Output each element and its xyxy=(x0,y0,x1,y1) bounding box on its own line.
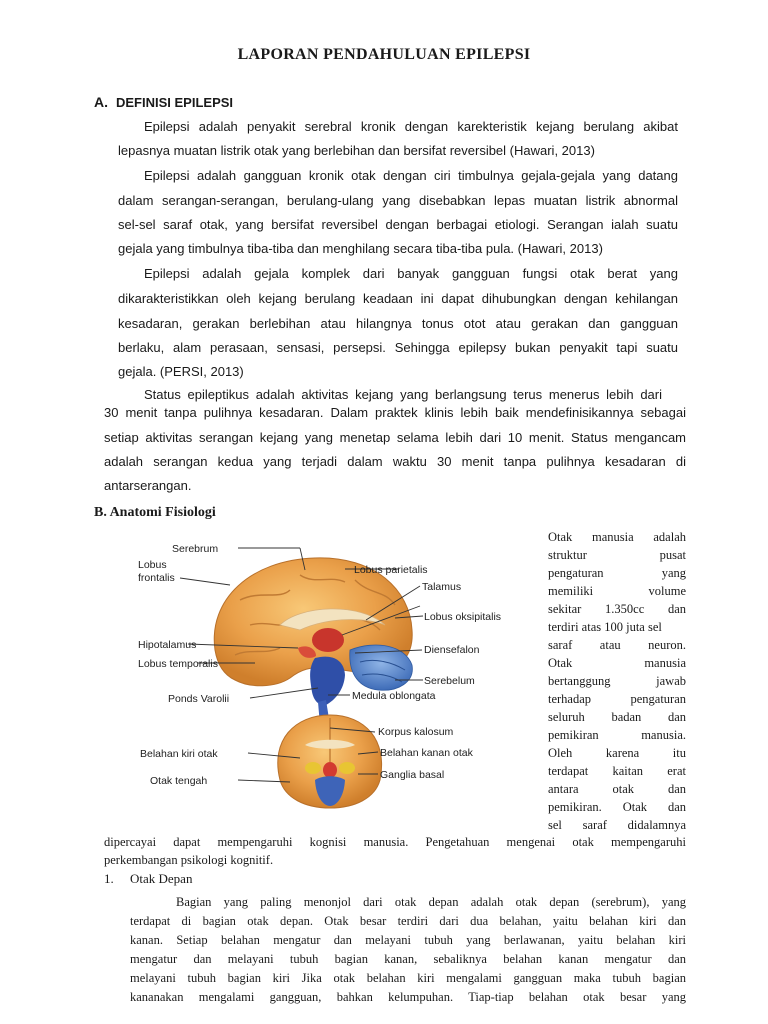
side-text-line: pemikiran manusia. xyxy=(548,728,686,742)
side-text-line: Oleh karena itu xyxy=(548,746,686,760)
otak-depan-line: mengatur dan melayani tubuh bagian kanan, sebaliknya belahan kanan mengatur dan xyxy=(130,952,686,966)
side-text-line: bertanggung jawab xyxy=(548,674,686,688)
paragraph-line: lepasnya muatan listrik otak yang berlebihan dan bersifat reversibel (Hawari, 2013) xyxy=(118,143,595,158)
paragraph-line: 30 menit tanpa pulihnya kesadaran. Dalam praktek klinis lebih baik mendefinisikannya sebagai xyxy=(104,405,686,420)
paragraph-line: gejala yang timbulnya tiba-tiba dan menghilang secara tiba-tiba pula. (Hawari, 2013) xyxy=(118,241,603,256)
label-korpus-kalosum: Korpus kalosum xyxy=(378,726,454,738)
otak-depan-line: kananakan mengalami gangguan, bahkan kelumpuhan. Tiap-tiap belahan otak besar yang xyxy=(130,990,686,1004)
label-hipotalamus: Hipotalamus xyxy=(138,639,197,651)
continuation-line: dipercayai dapat mempengaruhi kognisi manusia. Pengetahuan mengenai otak mempengaruhi xyxy=(104,835,686,849)
label-talamus: Talamus xyxy=(422,581,462,593)
side-text-line: terhadap pengaturan xyxy=(548,692,686,706)
section-a-title: DEFINISI EPILEPSI xyxy=(116,95,234,110)
label-lobus-frontalis: Lobus xyxy=(138,559,167,571)
paragraph-line: dikarakteristikkan oleh kejang berulang keadaan ini dapat dihubungkan dengan kehilangan xyxy=(118,291,678,306)
label-lobus-parietalis: Lobus parietalis xyxy=(354,564,428,576)
otak-depan-line: kanan. Setiap belahan mengatur dan melayani tubuh yang berlawanan, yaitu belahan kiri xyxy=(130,933,686,947)
brain-coronal-illustration xyxy=(278,715,382,808)
label-otak-tengah: Otak tengah xyxy=(150,775,208,787)
label-ponds-varolii: Ponds Varolii xyxy=(168,693,230,705)
side-text-line: antara otak dan xyxy=(548,782,686,796)
label-belahan-kiri-otak: Belahan kiri otak xyxy=(140,748,218,760)
otak-depan-line: melayani tubuh bagian kiri Jika otak belahan kiri mengalami gangguan maka tubuh bagian xyxy=(130,971,686,985)
section-a-heading xyxy=(94,94,233,110)
otak-depan-line: Bagian yang paling menonjol dari otak depan adalah otak depan (serebrum), yang xyxy=(176,895,686,909)
paragraph-line: kesadaran, gerakan berlebihan atau hilangnya tonus otot atau gerakan dan gangguan xyxy=(118,316,678,331)
paragraph-line: berlaku, alam perasaan, sensasi, persepsi. Sehingga epilepsy bukan penyakit tapi suatu xyxy=(118,340,678,355)
side-text-line: Otak manusia adalah xyxy=(548,530,686,544)
label-ganglia-basal: Ganglia basal xyxy=(380,769,445,781)
paragraph-line: gejala. (PERSI, 2013) xyxy=(118,364,244,379)
label-serebrum: Serebrum xyxy=(172,543,219,555)
side-text-line: pemikiran. Otak dan xyxy=(548,800,686,814)
side-text-line: saraf atau neuron. xyxy=(548,638,686,652)
label-lobus-temporalis: Lobus temporalis xyxy=(138,658,218,670)
list-item-number: 1. xyxy=(104,871,114,886)
brain-anatomy-figure xyxy=(130,530,530,820)
side-text-line: pengaturan yang xyxy=(548,566,686,580)
side-text-line: memiliki volume xyxy=(548,584,686,598)
side-text-line: struktur pusat xyxy=(548,548,686,562)
paragraph-line: Epilepsi adalah penyakit serebral kronik dengan karekteristik kejang berulang akibat xyxy=(144,119,678,134)
label-medula-oblongata: Medula oblongata xyxy=(352,690,436,702)
continuation-line: perkembangan psikologi kognitif. xyxy=(104,853,274,867)
section-b-heading: B. Anatomi Fisiologi xyxy=(94,505,216,520)
paragraph-line: adalah serangan kedua yang terjadi dalam waktu 30 menit tanpa pulihnya kesadaran di xyxy=(104,454,686,469)
paragraph-line: setiap aktivitas serangan kejang yang menetap selama lebih dari 10 menit. Status mengancam xyxy=(104,430,686,445)
side-text-line: terdapat kaitan erat xyxy=(548,764,686,778)
paragraph-line: Epilepsi adalah gangguan kronik otak dengan ciri timbulnya gejala-gejala yang datang xyxy=(144,168,678,183)
label-lobus-oksipitalis: Lobus oksipitalis xyxy=(424,611,502,623)
side-text-line: seluruh badan dan xyxy=(548,710,686,724)
side-text-line: Otak manusia xyxy=(548,656,686,670)
list-item-title: Otak Depan xyxy=(130,871,193,886)
label-belahan-kanan-otak: Belahan kanan otak xyxy=(380,747,473,759)
side-text-line: sel saraf didalamnya xyxy=(548,818,686,832)
label-diensefalon: Diensefalon xyxy=(424,644,480,656)
label-serebelum: Serebelum xyxy=(424,675,475,687)
label-lobus-frontalis-2: frontalis xyxy=(138,572,175,584)
paragraph-line: sel-sel saraf otak, yang bersifat reversibel dengan berbagai etiologi. Serangan ialah suatu xyxy=(118,217,678,232)
paragraph-line: Status epileptikus adalah aktivitas kejang yang berlangsung terus menerus lebih dari xyxy=(144,387,662,402)
section-a-letter: A. xyxy=(94,94,108,110)
brain-sagittal-illustration xyxy=(214,558,412,728)
side-text-line: sekitar 1.350cc dan xyxy=(548,602,686,616)
paragraph-line: antarserangan. xyxy=(104,478,192,493)
page-title: LAPORAN PENDAHULUAN EPILEPSI xyxy=(237,46,531,63)
otak-depan-line: terdapat di bagian otak depan. Otak besar terdiri dari dua belahan, yaitu belahan kiri dan xyxy=(130,914,686,928)
paragraph-line: dalam serangan-serangan, berulang-ulang yang disebabkan lepas muatan listrik abnormal xyxy=(118,193,678,208)
paragraph-line: Epilepsi adalah gejala komplek dari banyak gangguan fungsi otak berat yang xyxy=(144,266,678,281)
side-text-line: terdiri atas 100 juta sel xyxy=(548,620,662,634)
